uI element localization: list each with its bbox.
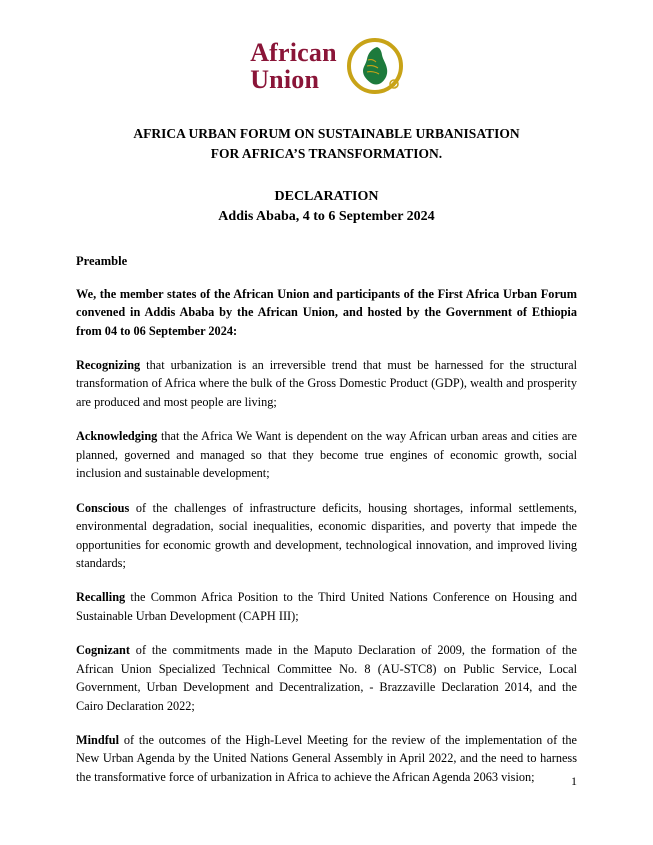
african-union-emblem-icon xyxy=(347,38,403,94)
page-title-line1: AFRICA URBAN FORUM ON SUSTAINABLE URBANISATION xyxy=(133,126,520,141)
paragraph-lead: Recalling xyxy=(76,590,126,605)
declaration-place-date: Addis Ababa, 4 to 6 September 2024 xyxy=(218,209,435,225)
paragraph-text: of the challenges of infrastructure deficits, housing shortages, informal settlements, environmental degradation, social inequalities, economic disparities, and poverty that impede the opportunities for economic growth and development, technological innovation, and improved living standards; xyxy=(76,500,577,570)
paragraph-lead: Acknowledging xyxy=(76,429,158,444)
preamble-heading: Preamble xyxy=(76,253,128,268)
paragraph-recalling xyxy=(76,588,577,625)
paragraph-text: that urbanization is an irreversible trend that must be harnessed for the structural transformation of Africa where the bulk of the Gross Domestic Product (GDP), wealth and prosperity are produced and most people are living; xyxy=(76,358,577,409)
declaration-heading xyxy=(76,187,577,228)
au-logo xyxy=(0,0,653,102)
paragraph-lead: Recognizing xyxy=(76,358,141,373)
paragraph-lead: Cognizant xyxy=(76,643,130,658)
intro-paragraph: We, the member states of the African Union and participants of the First Africa Urban Forum convened in Addis Ababa by the African Union, and hosted by the Government of Ethiopia from 04 to 06 September 2024: xyxy=(76,286,577,338)
paragraph-text: that the Africa We Want is dependent on the way African urban areas and cities are planned, governed and managed so that they become true engines of economic growth, social inclusion and sustainable development; xyxy=(76,429,577,481)
au-logo-line1: African xyxy=(250,37,337,67)
au-logo-text xyxy=(250,39,337,94)
paragraph-recognizing xyxy=(76,356,577,411)
page-number: 1 xyxy=(571,774,577,788)
svg-text:R: R xyxy=(391,83,396,89)
paragraph-lead: Conscious xyxy=(76,500,130,515)
document-content xyxy=(0,124,653,786)
paragraph-acknowledging xyxy=(76,427,577,482)
paragraph-cognizant xyxy=(76,641,577,715)
paragraph-lead: Mindful xyxy=(76,733,120,748)
page-title xyxy=(76,124,577,163)
au-logo-line2: Union xyxy=(250,65,320,94)
paragraph-text: of the outcomes of the High-Level Meeting for the review of the implementation of the New Urban Agenda by the United Nations General Assembly in April 2022, and the need to harness the transformative force of urbanization in Africa to achieve the African Agenda 2063 vision; xyxy=(76,733,577,784)
paragraph-text: the Common Africa Position to the Third United Nations Conference on Housing and Sustainable Urban Development (CAPH III); xyxy=(76,590,577,623)
page-title-line2: FOR AFRICA’S TRANSFORMATION. xyxy=(210,145,443,161)
paragraph-text: of the commitments made in the Maputo Declaration of 2009, the formation of the African Union Specialized Technical Committee No. 8 (AU-STC8) on Public Service, Local Government, Urban Development and Decentralization, - Brazzaville Declaration 2014, and the Cairo Declaration 2022; xyxy=(76,643,577,713)
declaration-label: DECLARATION xyxy=(274,189,379,205)
paragraph-conscious xyxy=(76,499,577,573)
paragraph-mindful xyxy=(76,731,577,786)
